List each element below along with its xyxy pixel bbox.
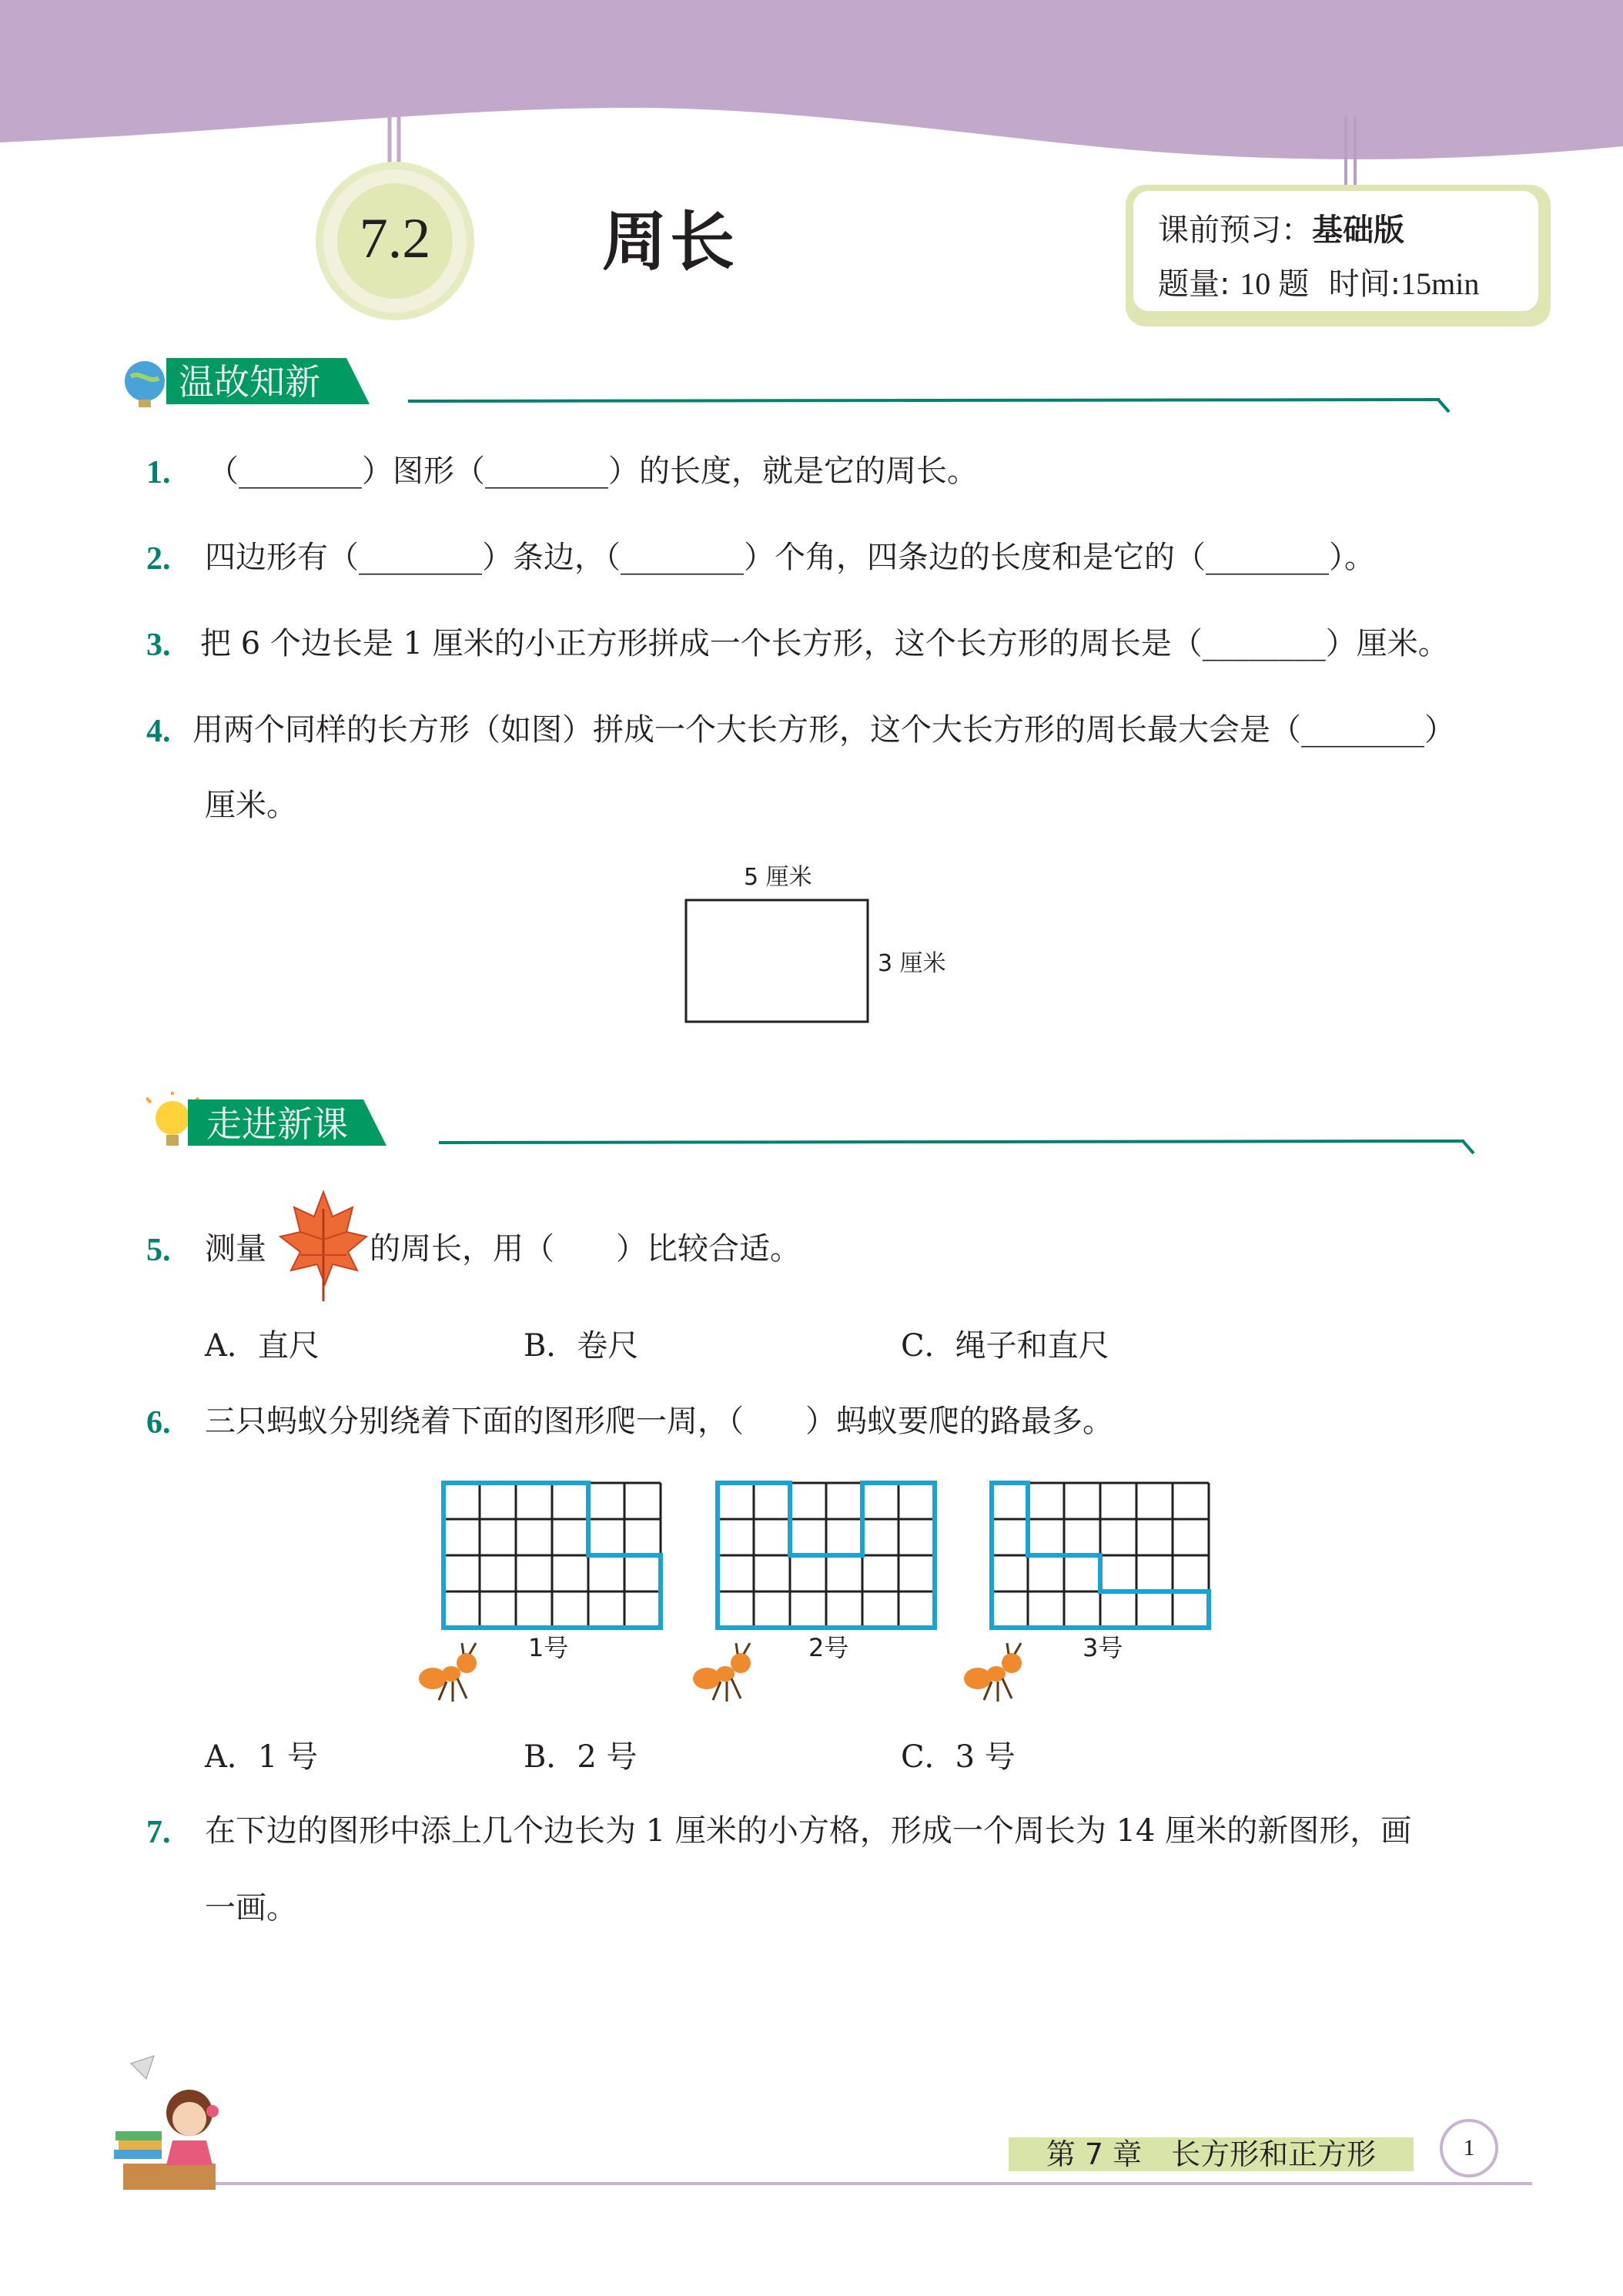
rect-width-label: 5 厘米 bbox=[744, 864, 812, 891]
q5-option-c: C．绳子和直尺 bbox=[901, 1328, 1109, 1364]
footer-chapter-label: 第 7 章 长方形和正方形 bbox=[1009, 2137, 1414, 2171]
grid-1-label: 1号 bbox=[528, 1633, 569, 1662]
question-3-text: 把 6 个边长是 1 厘米的小正方形拼成一个长方形，这个长方形的周长是（________）厘米。 bbox=[200, 626, 1449, 661]
footer-decoration bbox=[100, 2040, 1548, 2194]
page-number: 1 bbox=[1440, 2119, 1498, 2177]
grid-1 bbox=[443, 1483, 661, 1628]
ant-icon bbox=[416, 1640, 485, 1705]
lightbulb-icon bbox=[156, 1101, 189, 1135]
question-7-text: 在下边的图形中添上几个边长为 1 厘米的小方格，形成一个周长为 14 厘米的新图形，画 bbox=[205, 1813, 1412, 1849]
rectangle-figure bbox=[684, 898, 873, 1026]
question-3-number: 3. bbox=[146, 628, 171, 663]
ant-icon bbox=[961, 1640, 1030, 1705]
unit-badge bbox=[316, 162, 474, 320]
question-1-number: 1. bbox=[146, 455, 171, 490]
question-4-text-continued: 厘米。 bbox=[205, 788, 297, 823]
question-7-number: 7. bbox=[146, 1815, 171, 1850]
q6-option-a: A．1 号 bbox=[205, 1739, 319, 1775]
info-line-level: 课前预习：基础版 bbox=[1158, 213, 1404, 248]
question-5-text-before: 测量 bbox=[205, 1231, 266, 1267]
question-7-text-continued: 一画。 bbox=[205, 1890, 297, 1926]
q5-option-a: A．直尺 bbox=[205, 1328, 320, 1364]
question-6-number: 6. bbox=[146, 1405, 171, 1441]
ant-icon bbox=[690, 1640, 759, 1705]
grid-2-label: 2号 bbox=[808, 1633, 849, 1662]
rect-height-label: 3 厘米 bbox=[878, 950, 946, 977]
grid-2 bbox=[718, 1483, 935, 1628]
question-4-text: 用两个同样的长方形（如图）拼成一个大长方形，这个大长方形的周长最大会是（________） bbox=[192, 712, 1455, 748]
grid-3 bbox=[992, 1483, 1209, 1628]
question-1-text: （________）图形（________）的长度，就是它的周长。 bbox=[208, 454, 978, 489]
info-line-count-time: 题量: 10 题 时间:15min bbox=[1158, 266, 1480, 302]
page-title: 周长 bbox=[602, 204, 738, 279]
grid-3-label: 3号 bbox=[1083, 1633, 1123, 1662]
q6-option-c: C．3 号 bbox=[901, 1739, 1016, 1775]
question-6-text: 三只蚂蚁分别绕着下面的图形爬一周，（ ）蚂蚁要爬的路最多。 bbox=[205, 1404, 1113, 1439]
question-5-number: 5. bbox=[146, 1233, 171, 1268]
question-2-number: 2. bbox=[146, 541, 171, 577]
maple-leaf-icon bbox=[277, 1186, 370, 1306]
question-5-text-after: 的周长，用（ ）比较合适。 bbox=[370, 1231, 801, 1267]
section-review-label: 温故知新 bbox=[179, 361, 320, 403]
q6-option-b: B．2 号 bbox=[524, 1739, 637, 1775]
section-new-lesson-label: 走进新课 bbox=[206, 1103, 348, 1145]
unit-number: 7.2 bbox=[359, 207, 431, 270]
q6-grid-figures bbox=[431, 1471, 1232, 1709]
preview-info-box bbox=[1126, 185, 1551, 326]
question-2-text: 四边形有（________）条边，（________）个角，四条边的长度和是它的（________）。 bbox=[205, 540, 1375, 575]
q5-option-b: B．卷尺 bbox=[524, 1328, 639, 1364]
question-4-number: 4. bbox=[146, 714, 171, 749]
girl-reading-icon bbox=[114, 2056, 219, 2190]
globe-icon bbox=[125, 361, 165, 401]
